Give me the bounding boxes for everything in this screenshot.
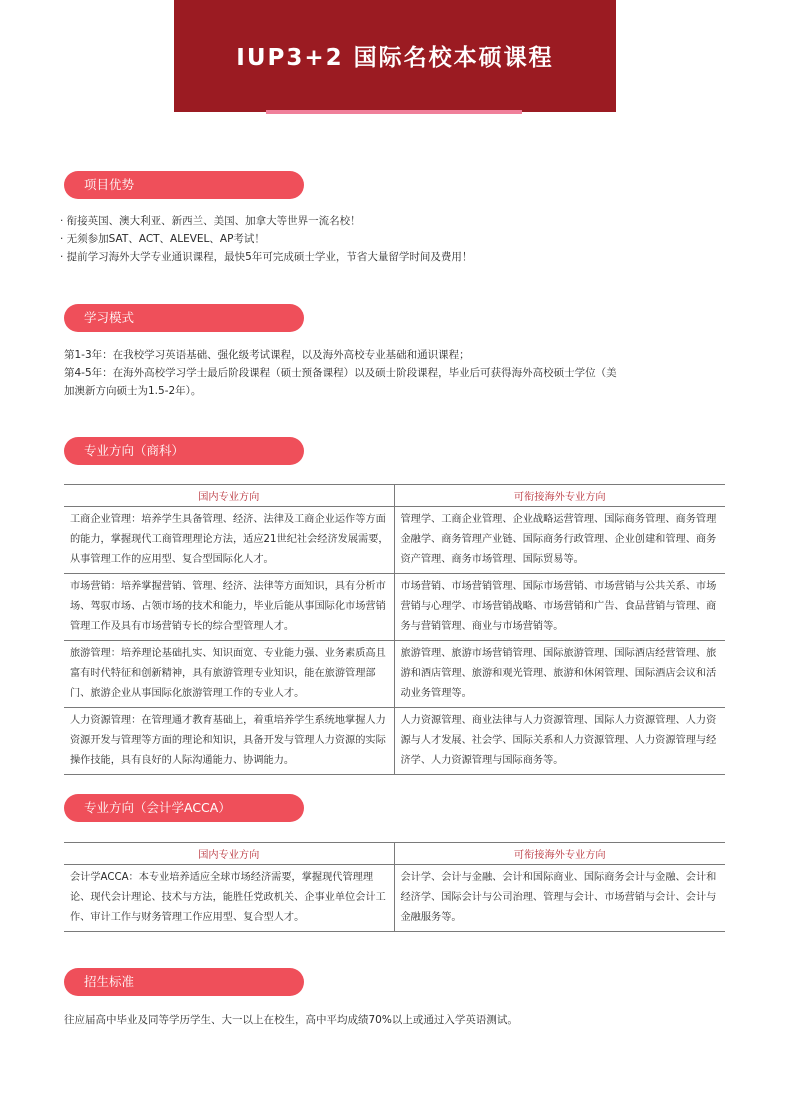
section-pill-accounting: 专业方向（会计学ACCA）	[64, 794, 304, 822]
study-mode-text	[64, 346, 617, 400]
column-header-domestic: 国内专业方向	[64, 843, 394, 865]
table-row	[64, 574, 725, 641]
header-underline	[266, 110, 522, 114]
table-row	[64, 507, 725, 574]
advantage-item: · 衔接英国、澳大利亚、新西兰、美国、加拿大等世界一流名校！	[60, 215, 361, 227]
overseas-major-cell: 会计学、会计与金融、会计和国际商业、国际商务会计与金融、会计和经济学、国际会计与公司治理、管理与会计、市场营销与会计、会计与金融服务等。	[394, 865, 725, 932]
admission-criteria: 往应届高中毕业及同等学历学生、大一以上在校生，高中平均成绩70%以上或通过入学英语测试。	[64, 1014, 518, 1026]
domestic-major-cell: 市场营销：培养掌握营销、管理、经济、法律等方面知识，具有分析市场、驾驭市场、占领市场的技术和能力，毕业后能从事国际化市场营销管理工作及具有市场营销专长的综合型管理人才。	[64, 574, 394, 641]
overseas-major-cell: 市场营销、市场营销管理、国际市场营销、市场营销与公共关系、市场营销与心理学、市场营销战略、市场营销和广告、食品营销与管理、商务与营销管理、商业与市场营销等。	[394, 574, 725, 641]
column-header-overseas: 可衔接海外专业方向	[394, 843, 725, 865]
table-row	[64, 641, 725, 708]
study-mode-line: 加澳新方向硕士为1.5-2年）。	[64, 385, 202, 397]
section-pill-study-mode: 学习模式	[64, 304, 304, 332]
header-banner	[174, 0, 616, 112]
admission-text	[64, 1011, 518, 1029]
overseas-major-cell: 旅游管理、旅游市场营销管理、国际旅游管理、国际酒店经营管理、旅游和酒店管理、旅游和观光管理、旅游和休闲管理、国际酒店会议和活动业务管理等。	[394, 641, 725, 708]
study-mode-line: 第4-5年：在海外高校学习学士最后阶段课程（硕士预备课程）以及硕士阶段课程，毕业后可获得海外高校硕士学位（美	[64, 367, 617, 379]
advantages-list	[60, 212, 472, 266]
overseas-major-cell: 人力资源管理、商业法律与人力资源管理、国际人力资源管理、人力资源与人才发展、社会学、国际关系和人力资源管理、人力资源管理与经济学、人力资源管理与国际商务等。	[394, 708, 725, 775]
domestic-major-cell: 工商企业管理：培养学生具备管理、经济、法律及工商企业运作等方面的能力，掌握现代工商管理理论方法，适应21世纪社会经济发展需要，从事管理工作的应用型、复合型国际化人才。	[64, 507, 394, 574]
column-header-domestic: 国内专业方向	[64, 485, 394, 507]
section-pill-admission: 招生标准	[64, 968, 304, 996]
accounting-majors-table	[64, 842, 725, 932]
column-header-overseas: 可衔接海外专业方向	[394, 485, 725, 507]
advantage-item: · 提前学习海外大学专业通识课程，最快5年可完成硕士学业，节省大量留学时间及费用！	[60, 251, 473, 263]
table-row	[64, 708, 725, 775]
business-majors-table	[64, 484, 725, 775]
overseas-major-cell: 管理学、工商企业管理、企业战略运营管理、国际商务管理、商务管理金融学、商务管理产业链、国际商务行政管理、企业创建和管理、商务资产管理、商务市场管理、国际贸易等。	[394, 507, 725, 574]
domestic-major-cell: 会计学ACCA：本专业培养适应全球市场经济需要，掌握现代管理理论、现代会计理论、技术与方法，能胜任党政机关、企事业单位会计工作、审计工作与财务管理工作应用型、复合型人才。	[64, 865, 394, 932]
page-title: IUP3+2 国际名校本硕课程	[236, 44, 554, 71]
section-pill-business: 专业方向（商科）	[64, 437, 304, 465]
domestic-major-cell: 旅游管理：培养理论基础扎实、知识面宽、专业能力强、业务素质高且富有时代特征和创新精神，具有旅游管理专业知识，能在旅游管理部门、旅游企业从事国际化旅游管理工作的专业人才。	[64, 641, 394, 708]
section-pill-advantages: 项目优势	[64, 171, 304, 199]
advantage-item: · 无须参加SAT、ACT、ALEVEL、AP考试！	[60, 233, 265, 245]
domestic-major-cell: 人力资源管理：在管理通才教育基础上，着重培养学生系统地掌握人力资源开发与管理等方面的理论和知识，具备开发与管理人力资源的实际操作技能，具有良好的人际沟通能力、协调能力。	[64, 708, 394, 775]
study-mode-line: 第1-3年：在我校学习英语基础、强化级考试课程，以及海外高校专业基础和通识课程；	[64, 349, 470, 361]
table-row	[64, 865, 725, 932]
